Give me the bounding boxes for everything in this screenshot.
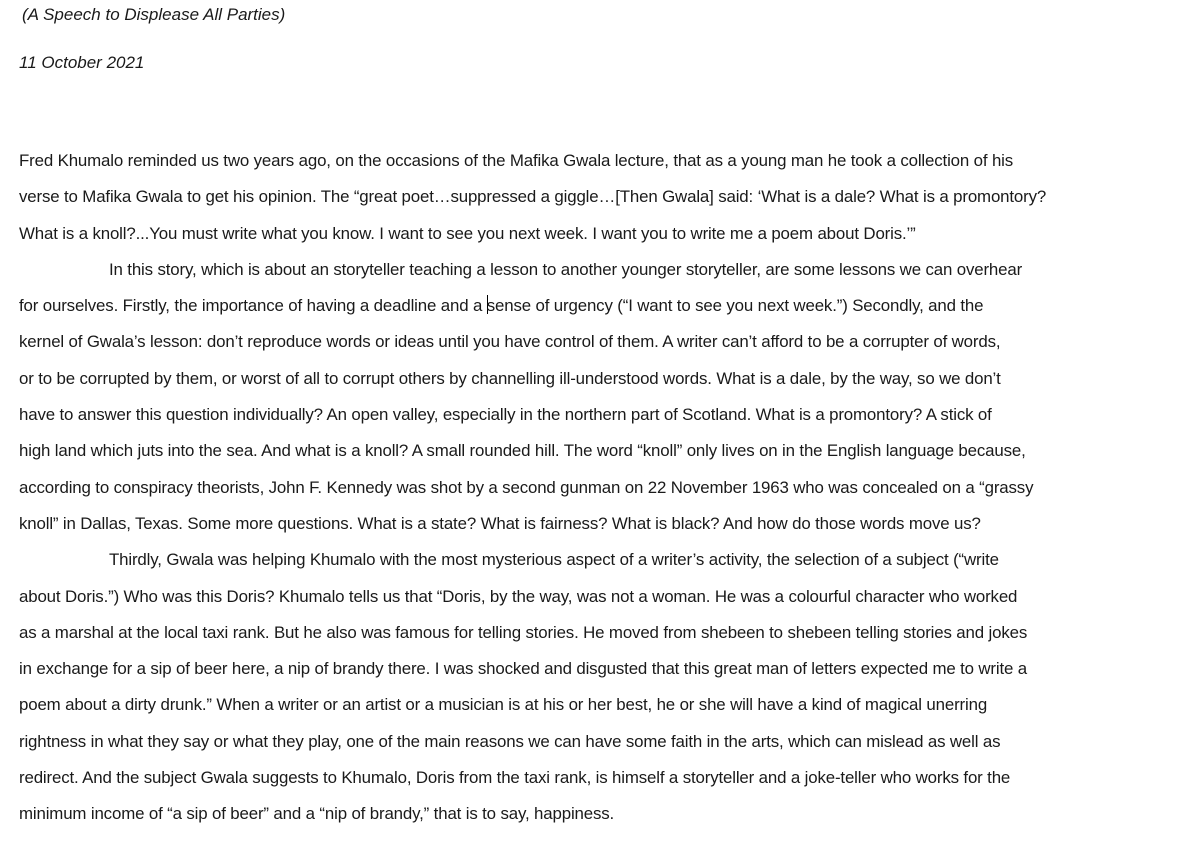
text-segment: for ourselves. Firstly, the importance of having a deadline and a bbox=[19, 296, 487, 316]
speech-date: 11 October 2021 bbox=[19, 53, 145, 72]
text-line: In this story, which is about an storyteller teaching a lesson to another younger storyteller, are some lessons we can overhear bbox=[109, 259, 1023, 279]
text-line: kernel of Gwala’s lesson: don’t reproduce words or ideas until you have control of them. A writer can’t afford to be a corrupter of words, bbox=[19, 332, 1001, 352]
text-line: Fred Khumalo reminded us two years ago, on the occasions of the Mafika Gwala lecture, that as a young man he took a collection of his bbox=[19, 151, 1014, 170]
text-line: high land which juts into the sea. And what is a knoll? A small rounded hill. The word “knoll” only lives on in the English language because, bbox=[19, 441, 1026, 461]
text-line: have to answer this question individually? An open valley, especially in the northern part of Scotland. What is a promontory? A stick of bbox=[19, 405, 992, 425]
text-line: about Doris.”) Who was this Doris? Khumalo tells us that “Doris, by the way, was not a woman. He was a colourful character who worked bbox=[19, 586, 1018, 606]
text-line: in exchange for a sip of beer here, a nip of brandy there. I was shocked and disgusted that this great man of letters expected me to write a bbox=[19, 659, 1028, 679]
text-line: verse to Mafika Gwala to get his opinion. The “great poet…suppressed a giggle…[Then Gwala] said: ‘What is a dale? What is a promontory? bbox=[19, 187, 1047, 207]
text-line: What is a knoll?...You must write what you know. I want to see you next week. I want you to write me a poem about Doris.’” bbox=[19, 223, 916, 243]
text-line-with-cursor bbox=[19, 288, 1159, 324]
text-segment: sense of urgency (“I want to see you next week.”) Secondly, and the bbox=[486, 296, 984, 316]
text-line: rightness in what they say or what they play, one of the main reasons we can have some faith in the arts, which can mislead as well as bbox=[19, 731, 1001, 751]
text-line: knoll” in Dallas, Texas. Some more questions. What is a state? What is fairness? What is black? And how do those words move us? bbox=[19, 513, 981, 533]
text-line: minimum income of “a sip of beer” and a “nip of brandy,” that is to say, happiness. bbox=[19, 804, 615, 824]
text-line: poem about a dirty drunk.” When a writer or an artist or a musician is at his or her best, he or she will have a kind of magical unerring bbox=[19, 695, 988, 715]
speech-subtitle: (A Speech to Displease All Parties) bbox=[22, 5, 286, 24]
text-line: according to conspiracy theorists, John F. Kennedy was shot by a second gunman on 22 November 1963 who was concealed on a “grassy bbox=[19, 477, 1034, 497]
text-line: as a marshal at the local taxi rank. But he also was famous for telling stories. He moved from shebeen to shebeen telling stories and jokes bbox=[19, 622, 1028, 642]
document-body[interactable] bbox=[19, 143, 1159, 833]
text-line: or to be corrupted by them, or worst of all to corrupt others by channelling ill-understood words. What is a dale, by the way, so we don’t bbox=[19, 368, 1001, 388]
text-line: redirect. And the subject Gwala suggests to Khumalo, Doris from the taxi rank, is himself a storyteller and a joke-teller who works for the bbox=[19, 768, 1011, 788]
text-line: Thirdly, Gwala was helping Khumalo with the most mysterious aspect of a writer’s activity, the selection of a subject (“write bbox=[109, 550, 999, 570]
